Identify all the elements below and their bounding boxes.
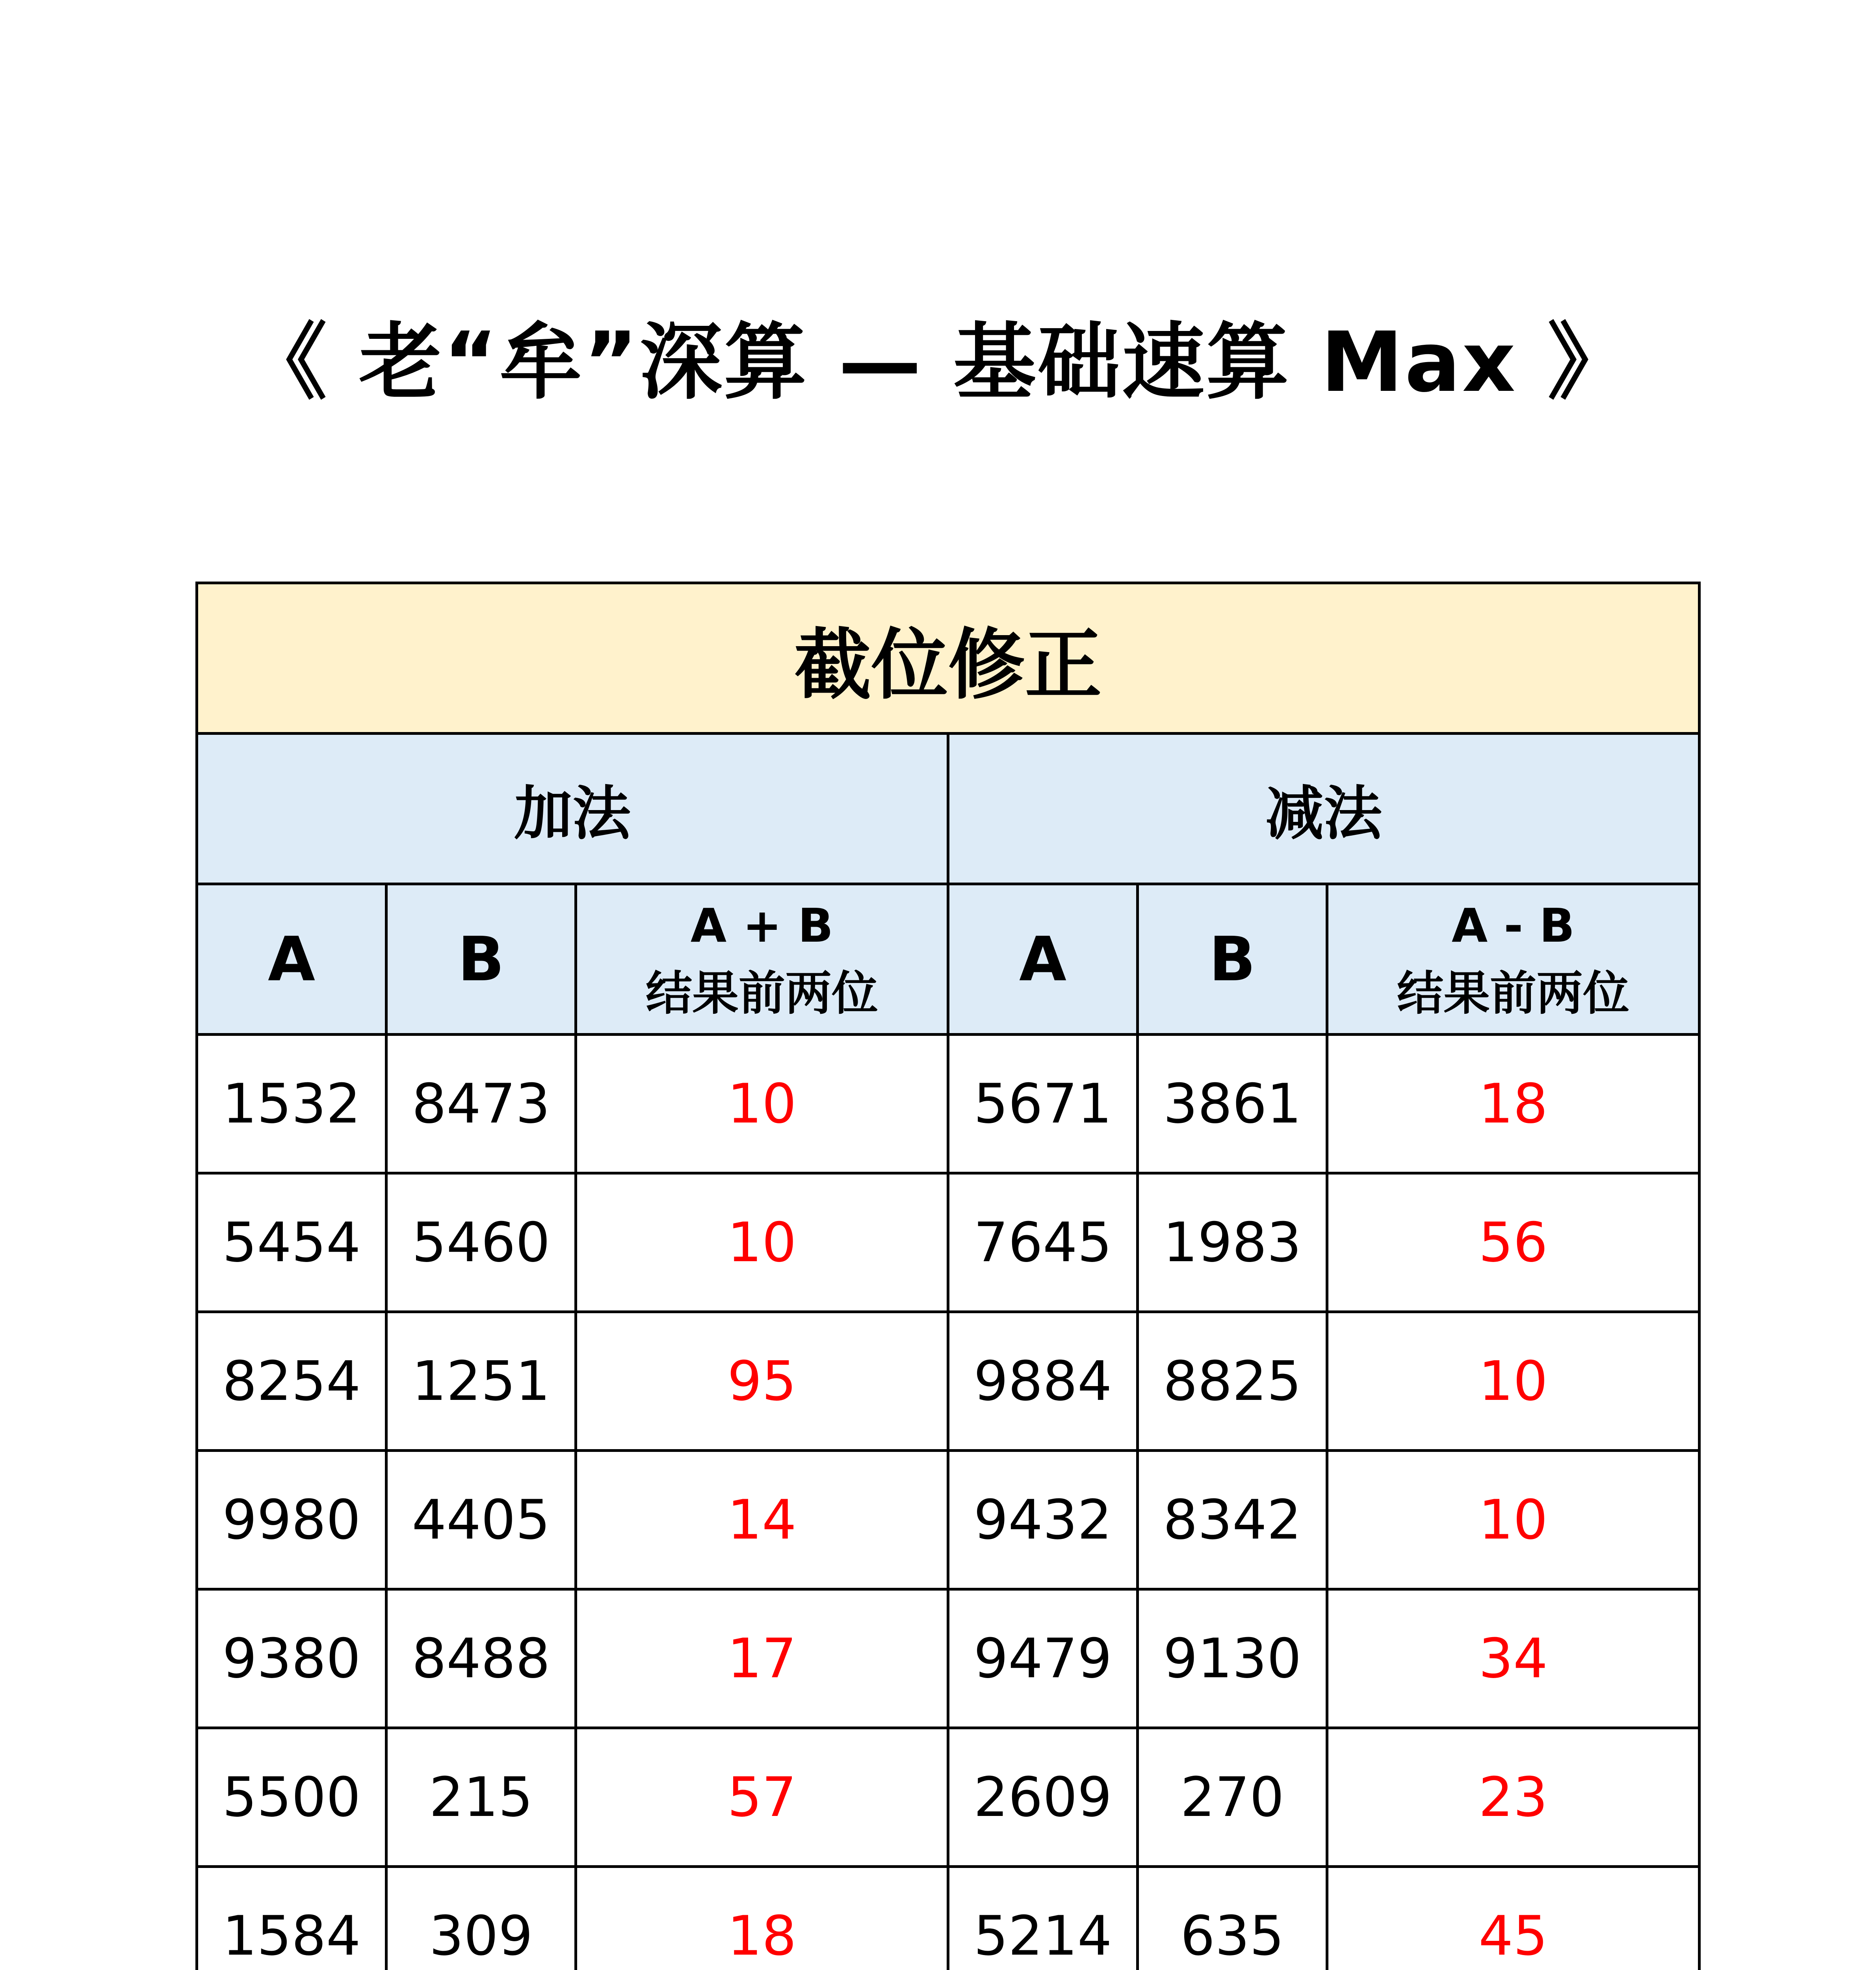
cell-add-result: 18 [576,1867,948,1970]
cell-add-a: 5454 [197,1173,386,1312]
cell-sub-a: 5214 [948,1867,1138,1970]
column-header-sub-a: A [948,884,1138,1035]
speed-calc-table [195,582,1701,1970]
table-row [197,1312,1700,1451]
cell-sub-b: 3861 [1138,1035,1327,1173]
cell-add-b: 215 [386,1728,576,1867]
cell-sub-b: 635 [1138,1867,1327,1970]
cell-sub-b: 8342 [1138,1451,1327,1589]
column-header-sub-result-formula: A - B [1451,898,1575,953]
sheet-title: 截位修正 [197,583,1700,734]
table-row [197,1589,1700,1728]
table-row [197,1451,1700,1589]
cell-add-b: 8488 [386,1589,576,1728]
cell-sub-result: 10 [1327,1312,1700,1451]
cell-add-a: 9980 [197,1451,386,1589]
column-header-sub-b: B [1138,884,1327,1035]
column-header-row [197,884,1700,1035]
column-header-sub-result-caption: 结果前两位 [1397,966,1630,1020]
cell-add-b: 8473 [386,1035,576,1173]
cell-sub-a: 5671 [948,1035,1138,1173]
cell-add-a: 9380 [197,1589,386,1728]
cell-sub-result: 23 [1327,1728,1700,1867]
cell-add-b: 5460 [386,1173,576,1312]
cell-add-a: 1584 [197,1867,386,1970]
cell-sub-a: 9479 [948,1589,1138,1728]
column-header-add-b: B [386,884,576,1035]
cell-sub-result: 10 [1327,1451,1700,1589]
cell-add-result: 14 [576,1451,948,1589]
cell-add-b: 4405 [386,1451,576,1589]
column-header-add-result-formula: A + B [690,898,834,953]
group-header-addition: 加法 [197,734,948,884]
cell-add-result: 57 [576,1728,948,1867]
table-row [197,1867,1700,1970]
cell-add-result: 10 [576,1035,948,1173]
cell-add-b: 309 [386,1867,576,1970]
cell-sub-b: 270 [1138,1728,1327,1867]
cell-add-a: 1532 [197,1035,386,1173]
cell-add-result: 10 [576,1173,948,1312]
cell-add-result: 17 [576,1589,948,1728]
group-header-subtraction: 减法 [948,734,1700,884]
table-row [197,1035,1700,1173]
column-header-add-a: A [197,884,386,1035]
cell-add-a: 5500 [197,1728,386,1867]
cell-sub-a: 9884 [948,1312,1138,1451]
column-header-add-result [576,884,948,1035]
cell-sub-b: 8825 [1138,1312,1327,1451]
cell-sub-a: 7645 [948,1173,1138,1312]
cell-add-a: 8254 [197,1312,386,1451]
cell-sub-a: 2609 [948,1728,1138,1867]
cell-sub-result: 34 [1327,1589,1700,1728]
column-header-add-result-caption: 结果前两位 [645,966,878,1020]
table-row [197,1728,1700,1867]
cell-sub-b: 1983 [1138,1173,1327,1312]
cell-sub-a: 9432 [948,1451,1138,1589]
cell-add-result: 95 [576,1312,948,1451]
table-row [197,1173,1700,1312]
cell-sub-b: 9130 [1138,1589,1327,1728]
document-title: 《 老“牟”深算 — 基础速算 Max 》 [244,314,1632,411]
column-header-sub-result [1327,884,1700,1035]
cell-sub-result: 56 [1327,1173,1700,1312]
cell-sub-result: 45 [1327,1867,1700,1970]
cell-add-b: 1251 [386,1312,576,1451]
cell-sub-result: 18 [1327,1035,1700,1173]
